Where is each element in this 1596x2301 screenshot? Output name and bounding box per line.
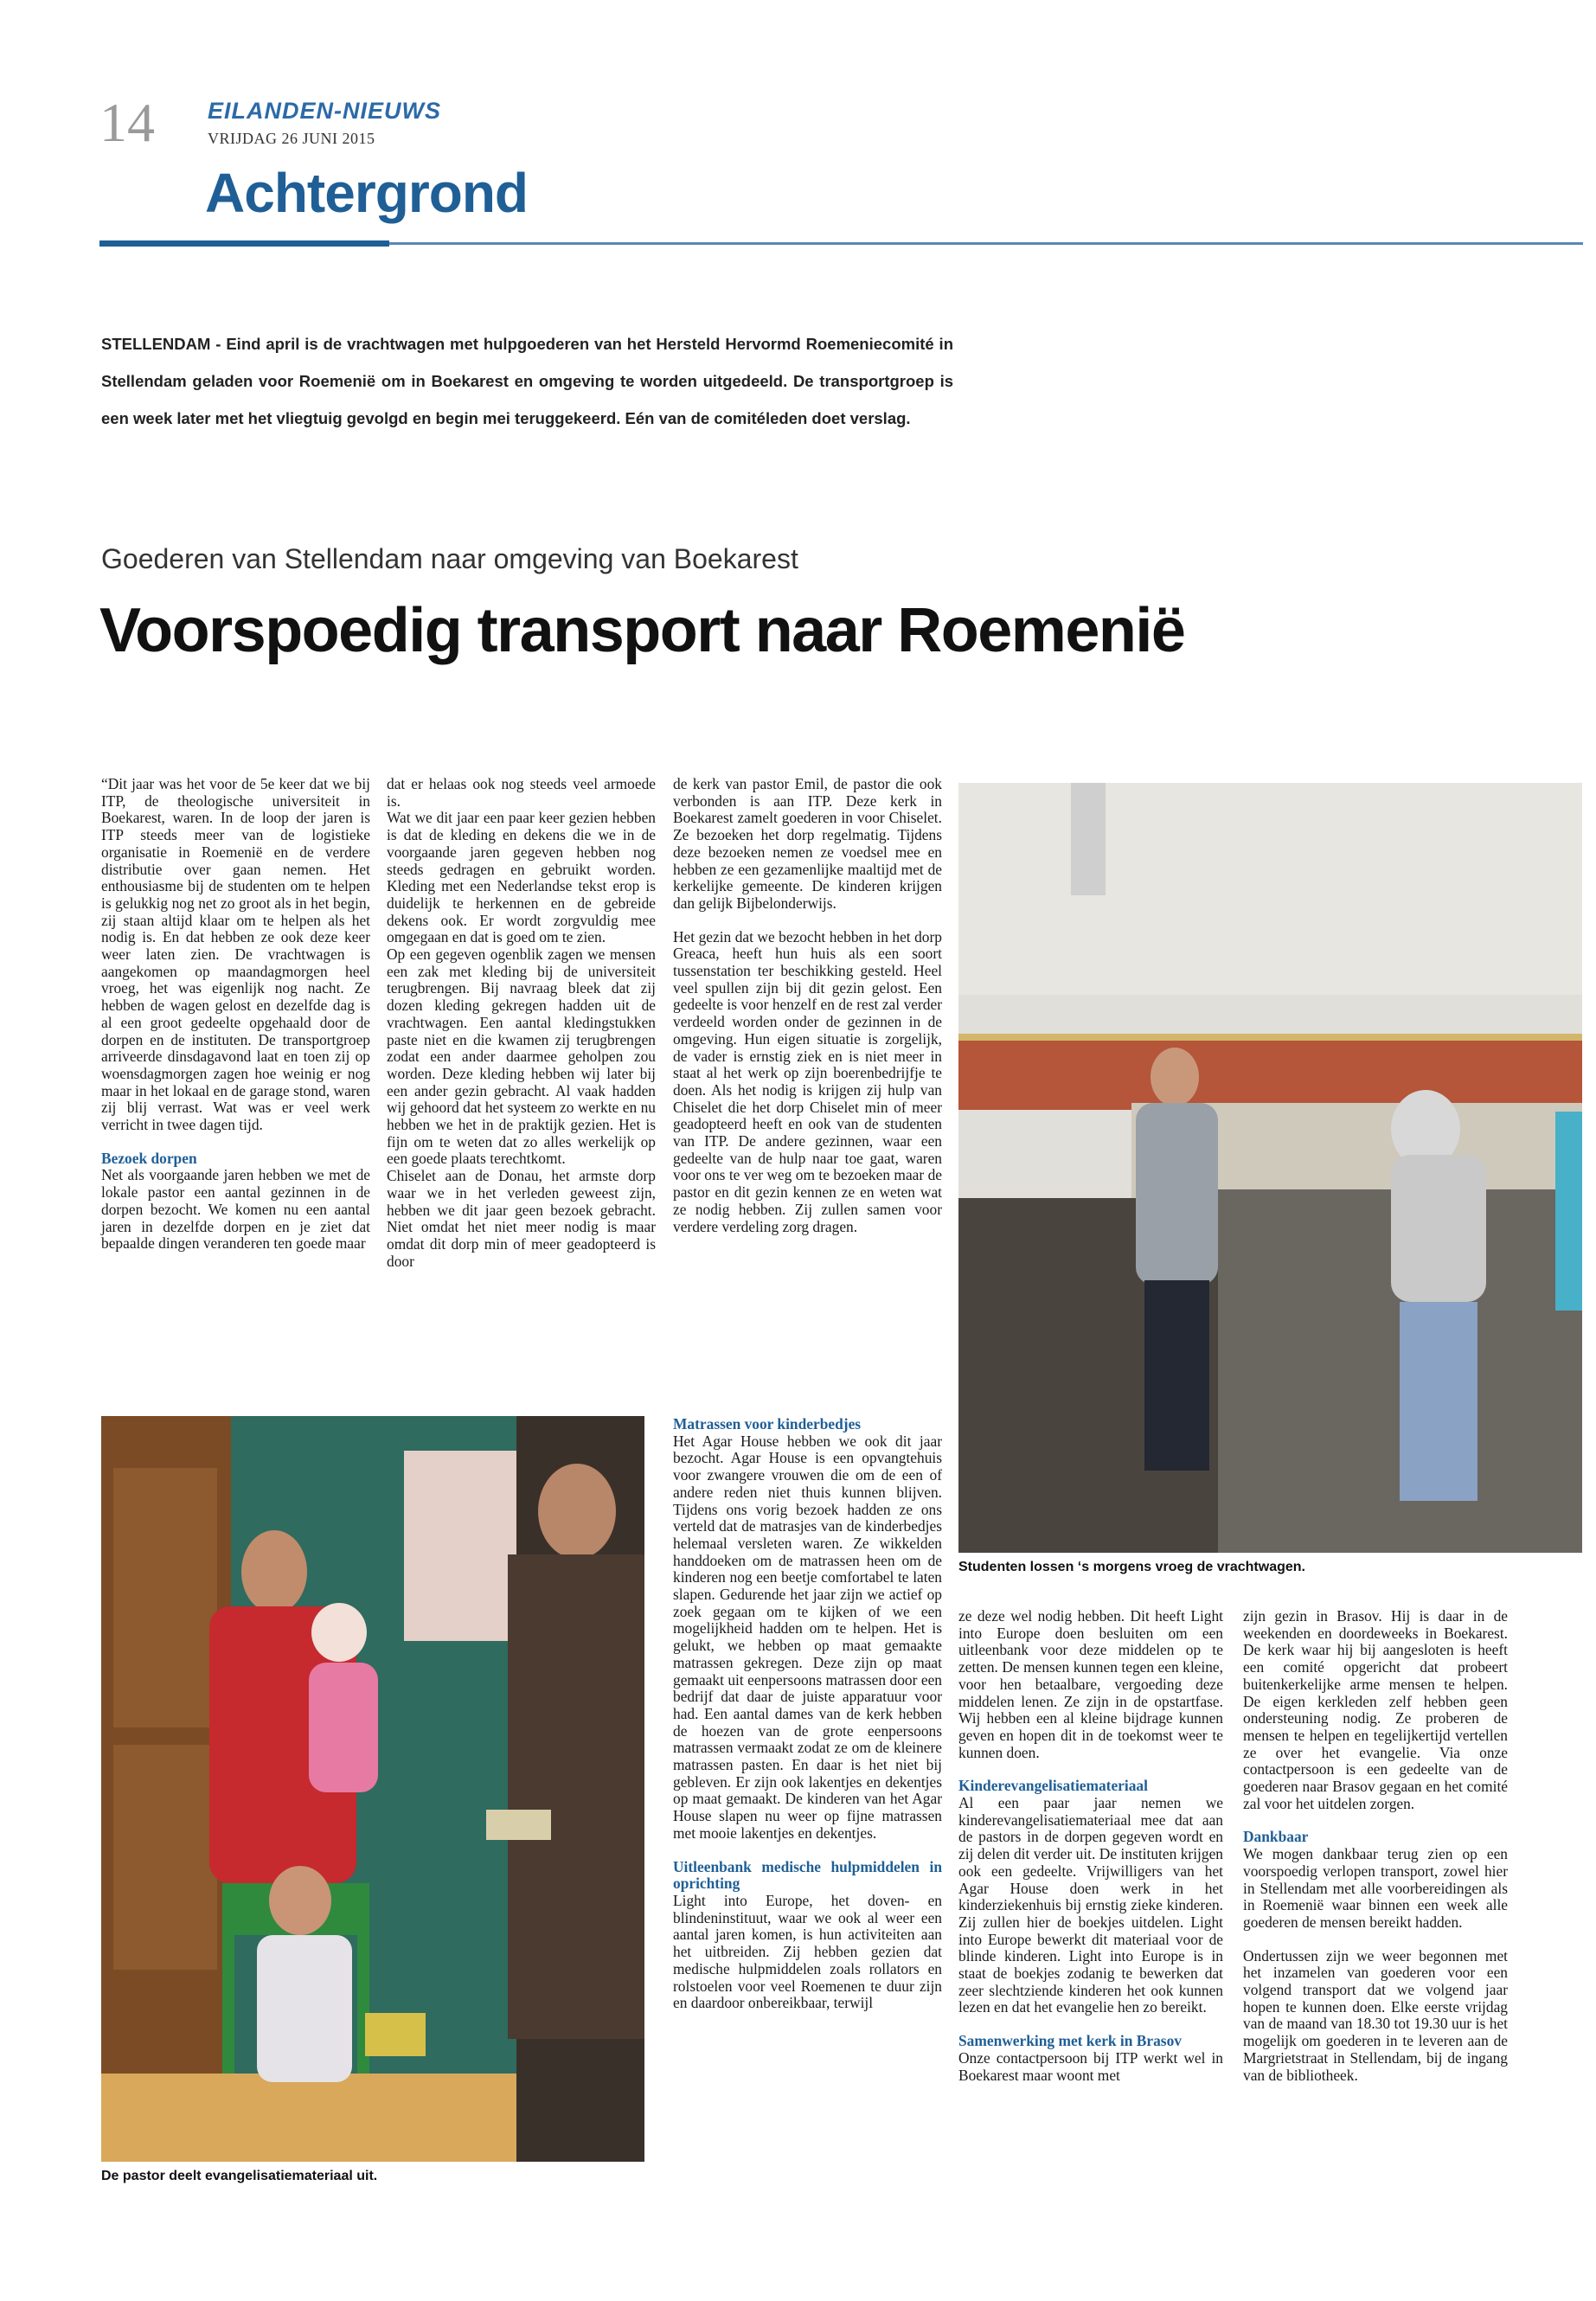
paragraph: Op een gegeven ogenblik zagen we mensen een zak met kleding bij de universiteit terugbrengen. Bij navraag bleek dat zij dozen kleding gekregen hadden uit de vrachtwagen. Een aantal kledingstukken paste niet en die kwamen zij terugbrengen zodat een ander daarmee geholpen zou worden. Deze kleding hebben wij later bij een ander gezin gebracht. Al vaak hadden wij gehoord dat het systeem zo werkte en nu hebben we het in de praktijk gezien. Het is fijn om te weten dat zo alles werkelijk op een goede plaats terechtkomt. <box>387 945 656 1168</box>
section-title: Achtergrond <box>205 162 528 224</box>
students-photo-illustration <box>958 783 1582 1553</box>
paragraph: Het Agar House hebben we ook dit jaar bezocht. Agar House is een opvangtehuis voor zwangere vrouwen die om de een of andere reden niet thuis kunnen blijven. Tijdens ons vorig bezoek hadden ze ons verteld dat de matrasjes van de kinderbedjes helemaal versleten waren. Ze wikkelden handdoeken om de matrassen heen om de kinderen nog een beetje comfortabel te laten slapen. Gedurende het jaar zijn we actief op zoek gegaan om te kijken of we een mogelijkheid hadden om te helpen. Het is gelukt, we hebben op maat gemaakte matrassen gekregen. Deze zijn op maat gemaakt uit eenpersoons matrassen door een bedrijf dat daar de juiste apparatuur voor had. Een aantal dames van de kerk hebben de hoezen van de grote eenpersoons matrassen vermaakt zodat ze om de kleinere matrassen pasten. En daar is het niet bij gebleven. Er zijn ook lakentjes en dekentjes op maat gemaakt. De kinderen van het Agar House slapen nu weer op fijne matrassen met mooie lakentjes en dekentjes. <box>673 1432 942 1842</box>
article-column-4 <box>958 1608 1223 2084</box>
paragraph: zijn gezin in Brasov. Hij is daar in de weekenden en doordeweeks in Boekarest. De kerk waar hij bij aangesloten is heeft een comité opgericht dat probeert buitenkerkelijke arme mensen te helpen. De eigen kerkleden zelf hebben geen ondersteuning nodig. Ze proberen de mensen te helpen en tegelijkertijd vertellen ze over het evangelie. Via onze contactpersoon is een gedeelte van de goederen naar Brasov gegaan en het comité zal voor het uitdelen zorgen. <box>1243 1607 1508 1812</box>
paragraph: dat er helaas ook nog steeds veel armoede is. <box>387 775 656 810</box>
subheading: Bezoek dorpen <box>101 1149 197 1167</box>
paragraph: ze deze wel nodig hebben. Dit heeft Light into Europe doen besluiten om een uitleenbank voor deze middelen op te zetten. De mensen kunnen tegen een kleine, voor hen betaalbare, vergoeding deze middelen lenen. Ze zijn in de opstartfase. Wij hebben een al kleine bijdrage kunnen geven en hopen dit in de toekomst weer te kunnen doen. <box>958 1607 1223 1761</box>
paragraph: Chiselet aan de Donau, het armste dorp waar we in het verleden geweest zijn, hebben we dit jaar geen bezoek gebracht. Niet omdat het niet meer nodig is maar omdat dit dorp min of meer geadopteerd is door <box>387 1167 656 1270</box>
students-photo <box>958 783 1582 1553</box>
paragraph: Light into Europe, het doven- en blindeninstituut, waar we ook al weer een aantal jaren komen, is hun activiteiten aan het uitbreiden. Zij hebben gezien dat medische hulpmiddelen zoals rollators en rolstoelen voor veel Roemenen te duur zijn en daardoor onbereikbaar, terwijl <box>673 1891 942 2012</box>
paragraph: Wat we dit jaar een paar keer gezien hebben is dat de kleding en dekens die we in de voorgaande jaren gegeven hebben nog steeds gedragen en gebruikt worden. Kleding met een Nederlandse tekst erop is duidelijk te herkennen en de gebreide dekens ook. Er wordt zorgvuldig mee omgegaan en dat is goed om te zien. <box>387 809 656 946</box>
article-kicker: Goederen van Stellendam naar omgeving van Boekarest <box>101 543 798 574</box>
family-photo-caption: De pastor deelt evangelisatiemateriaal uit. <box>101 2169 378 2183</box>
intro-paragraph: STELLENDAM - Eind april is de vrachtwagen met hulpgoederen van het Hersteld Hervormd Roemeniecomité in Stellendam geladen voor Roemenië om in Boekarest en omgeving te worden uitgedeeld. De transportgroep is een week later met het vliegtuig gevolgd en begin mei teruggekeerd. Eén van de comitéleden doet verslag. <box>101 335 953 427</box>
paragraph: Onze contactpersoon bij ITP werkt wel in Boekarest maar woont met <box>958 2048 1223 2084</box>
family-photo <box>101 1416 644 2162</box>
paragraph: Al een paar jaar nemen we kinderevangelisatiemateriaal mee dat aan de pastors in de dorpen gegeven wordt en zij delen dit verder uit. De instituten krijgen ook een gedeelte. Vrijwilligers van het Agar House doen werk in het kinderziekenhuis bij ernstig zieke kinderen. Zij zullen hier de boekjes uitdelen. Light into Europe bewerkt dit materiaal voor de blinde kinderen. Light into Europe is in staat de boekjes zodanig te bewerken dat zeer slechtziende kinderen het ook kunnen lezen en dat het evangelie hen zo bereikt. <box>958 1794 1223 2016</box>
paragraph: “Dit jaar was het voor de 5e keer dat we bij ITP, de theologische universiteit in Boekarest, waren. In de loop der jaren is ITP steeds meer van de logistieke organisatie in Roemenië en de verdere distributie over gaan nemen. Het enthousiasme bij de studenten om te helpen is gelukkig nog net zo groot als in het begin, zij staan altijd klaar om te helpen als het nodig is. En dat hebben ze ook deze keer weer laten zien. De vrachtwagen is aangekomen op maandagmorgen heel vroeg, het was eigenlijk nog nacht. Ze hebben de wagen gelost en dezelfde dag is al een groot gedeelte opgehaald door de dorpen en de instituten. De transportgroep arriveerde dinsdagavond laat en toen zij op woensdagmorgen zagen hoe weinig er nog maar in het lokaal en de garage stond, waren zij blij verrast. Wat was er veel werk verricht in twee dagen tijd. <box>101 775 370 1134</box>
article-column-1 <box>101 776 370 1253</box>
paragraph: Ondertussen zijn we weer begonnen met het inzamelen van goederen voor een volgend transport dat we volgend jaar hopen te kunnen doen. Elke eerste vrijdag van de maand van 18.30 tot 19.30 uur is het mogelijk om goederen in te leveren aan de Margrietstraat in Stellendam, bij de ingang van de bibliotheek. <box>1243 1946 1508 2084</box>
article-headline: Voorspoedig transport naar Roemenië <box>99 596 1185 665</box>
page-number: 14 <box>99 92 155 153</box>
subheading: Dankbaar <box>1243 1828 1309 1846</box>
family-photo-illustration <box>101 1416 644 2162</box>
paragraph: We mogen dankbaar terug zien op een voorspoedig verlopen transport, zowel hier in Stellendam met alle voorbereidingen als in Roemenië waar binnen een week alle goederen de mensen bereikt hadden. <box>1243 1845 1508 1931</box>
paragraph: de kerk van pastor Emil, de pastor die ook verbonden is aan ITP. Deze kerk in Boekarest zamelt goederen in voor Chiselet. Ze bezoeken het dorp regelmatig. Tijdens deze bezoeken nemen ze voedsel mee en hebben ze een gezamenlijke maaltijd met de kerkelijke gemeente. De kinderen krijgen dan gelijk Bijbelonderwijs. <box>673 775 942 912</box>
students-photo-caption: Studenten lossen ‘s morgens vroeg de vrachtwagen. <box>958 1560 1305 1574</box>
subheading: Samenwerking met kerk in Brasov <box>958 2032 1182 2050</box>
paragraph: Net als voorgaande jaren hebben we met de lokale pastor een aantal gezinnen in de dorpen bezocht. We komen nu een aantal jaren in dezelfde dorpen en je ziet dat bepaalde dingen veranderen ten goede maar <box>101 1166 370 1253</box>
article-column-3-top <box>673 776 942 1235</box>
subheading: Kinderevangelisatiemateriaal <box>958 1777 1148 1795</box>
paragraph: Het gezin dat we bezocht hebben in het dorp Greaca, heeft hun huis als een soort tussenstation ter beschikking gesteld. Heel veel spullen zijn bij dit gezin gelost. Een gedeelte is voor henzelf en de rest zal verder verdeeld worden onder de gezinnen in de omgeving. Hun eigen situatie is zorgelijk, de vader is ernstig ziek en is niet meer in staat al het werk op zijn boerenbedrijfje te doen. Als het nodig is krijgen zij hulp van Chiselet die het dorp Chiselet min of meer geadopteerd heeft en ook van de studenten van ITP. De andere gezinnen, waar een gedeelte van de hulp naar toe gaat, waren voor ons te ver weg om te bezoeken maar de pastor en dit gezin kennen ze en weten wat ze nodig hebben. Zij zullen samen voor verdere verdeling zorg dragen. <box>673 927 942 1235</box>
header-rule-accent <box>99 240 389 247</box>
subheading: Matrassen voor kinderbedjes <box>673 1415 862 1433</box>
subheading: Uitleenbank medische hulpmiddelen in oprichting <box>673 1857 942 1893</box>
article-column-2 <box>387 776 656 1270</box>
issue-date: VRIJDAG 26 JUNI 2015 <box>208 130 375 147</box>
article-column-3-bottom <box>673 1416 942 2012</box>
newspaper-name: EILANDEN-NIEUWS <box>208 98 441 124</box>
article-column-5 <box>1243 1608 1508 2084</box>
